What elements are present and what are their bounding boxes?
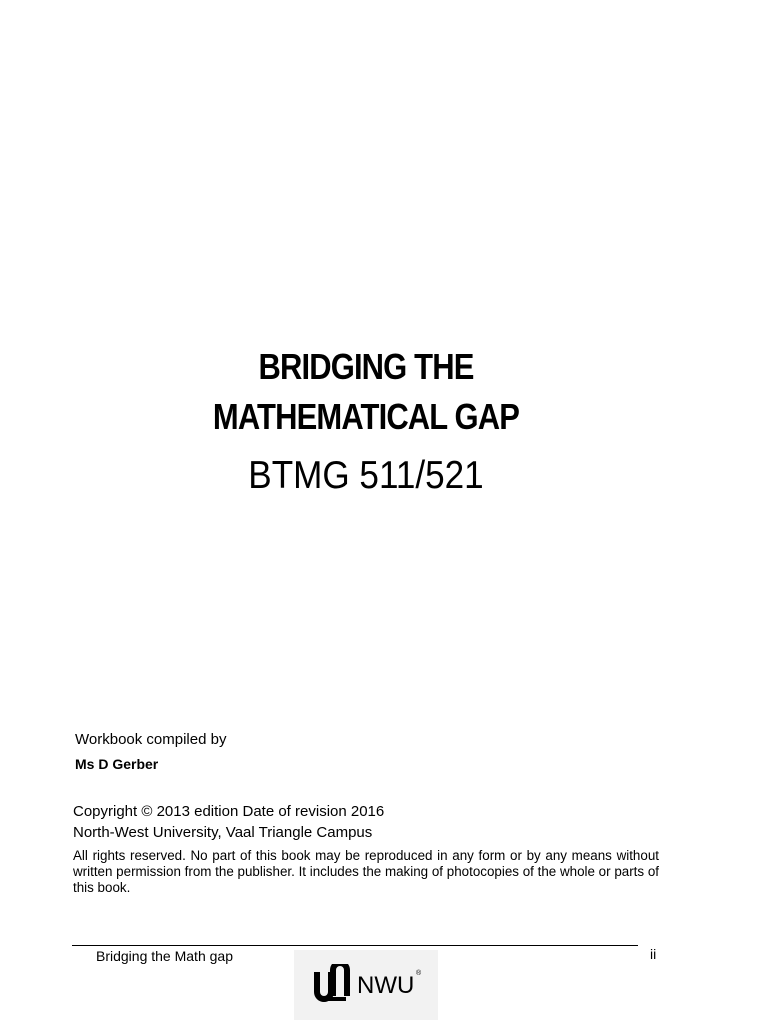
nwu-logo-text: NWU bbox=[357, 972, 415, 999]
nwu-logo-icon bbox=[310, 964, 354, 1004]
registered-mark: ® bbox=[416, 970, 422, 977]
course-code: BTMG 511/521 bbox=[248, 454, 484, 497]
footer-text: Bridging the Math gap bbox=[96, 948, 233, 964]
page-number: ii bbox=[650, 946, 657, 962]
compiled-by-label: Workbook compiled by bbox=[75, 731, 227, 748]
title-line-2: MATHEMATICAL GAP bbox=[212, 396, 520, 437]
rights-notice: All rights reserved. No part of this book may be reproduced in any form or by any means without written permission from the publisher. It includes the making of photocopies of the whole or parts of this book. bbox=[73, 848, 659, 895]
copyright-line: Copyright © 2013 edition Date of revision 2016 bbox=[73, 803, 385, 820]
author-name: Ms D Gerber bbox=[75, 756, 159, 772]
institution-line: North-West University, Vaal Triangle Campus bbox=[73, 824, 373, 841]
title-line-1: BRIDGING THE bbox=[258, 346, 474, 387]
footer-divider bbox=[72, 945, 638, 946]
nwu-logo bbox=[294, 950, 438, 1020]
